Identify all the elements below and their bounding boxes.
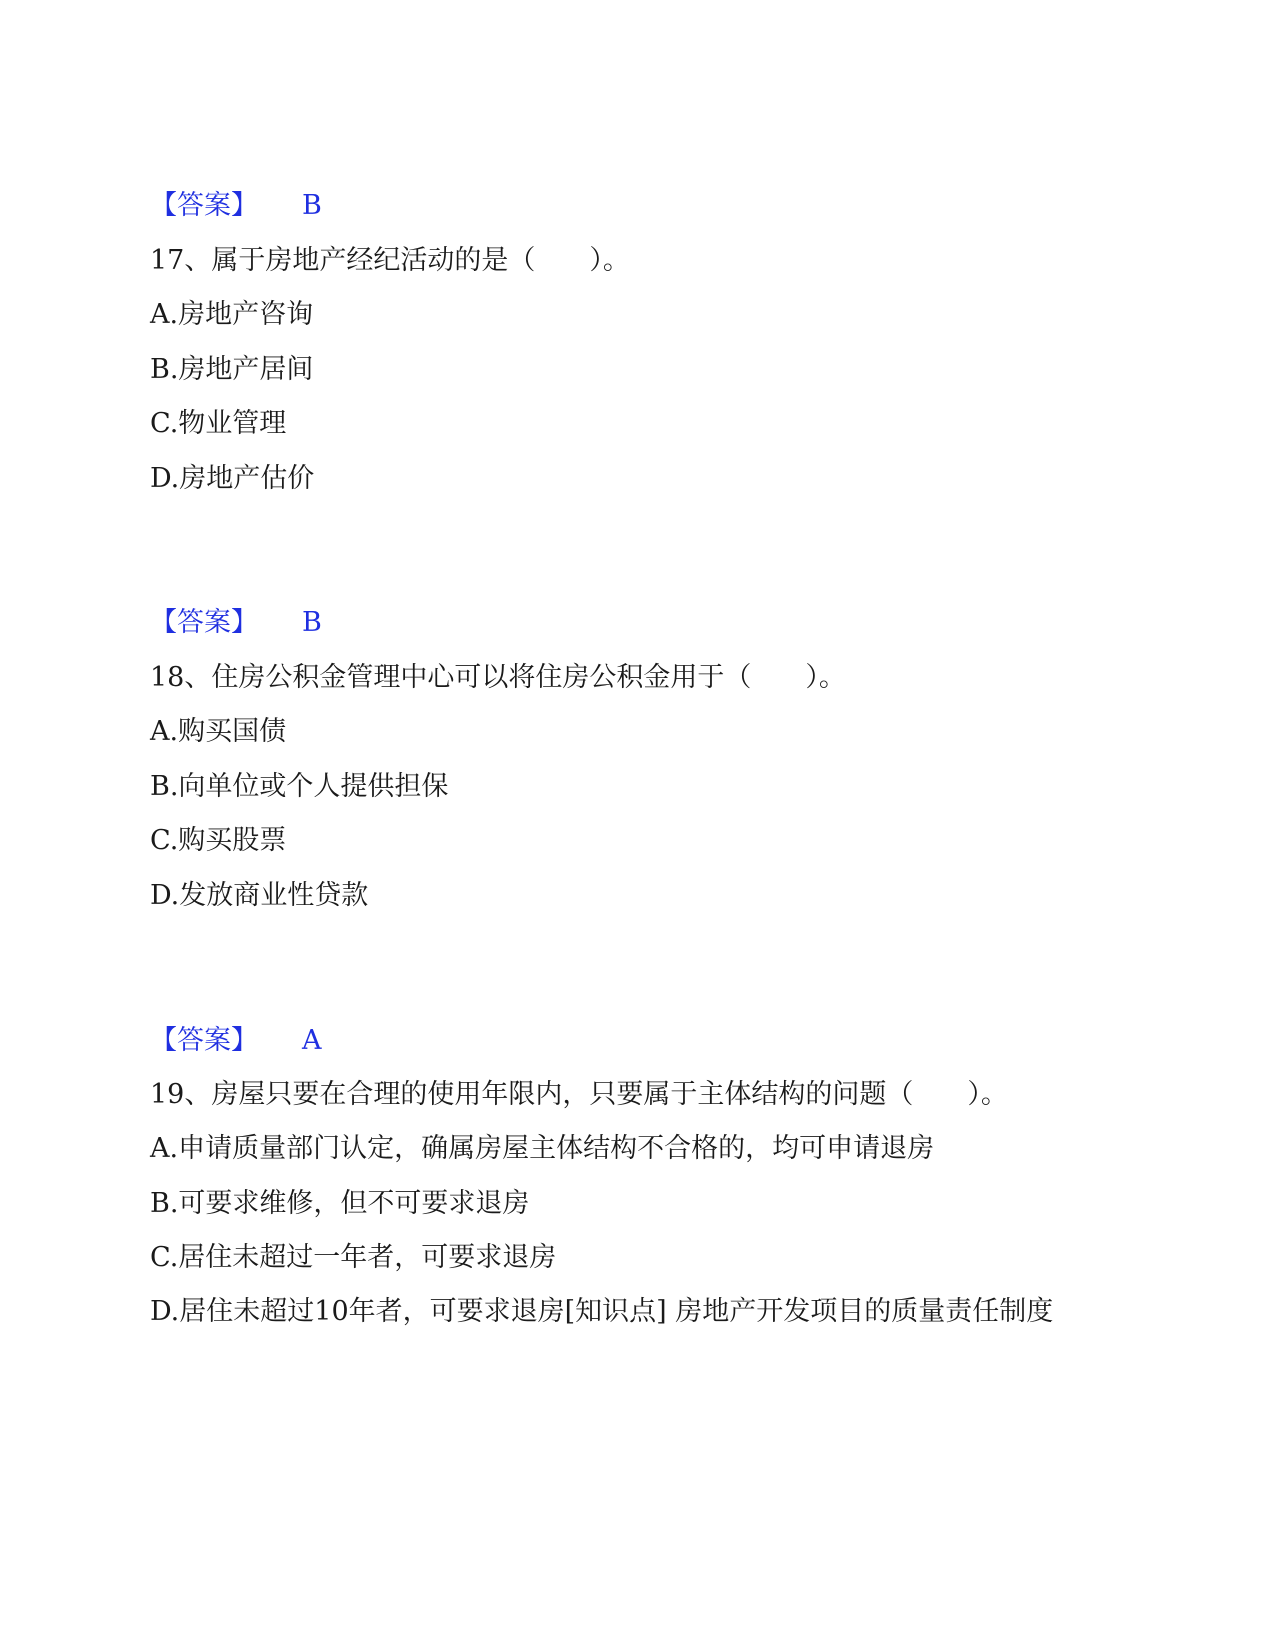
q17-option-a: A.房地产咨询 [150,299,314,330]
answer-label: 【答案】 [150,1025,258,1056]
q17-option-c: C.物业管理 [150,408,287,439]
answer-line-16 [150,188,322,224]
answer-label: 【答案】 [150,607,258,638]
q17-option-d: D.房地产估价 [150,463,315,494]
answer-line-17 [150,605,322,641]
answer-line-18 [150,1023,322,1059]
question-19: 19、房屋只要在合理的使用年限内，只要属于主体结构的问题（ ）。 [150,1079,1008,1110]
q18-option-b: B.向单位或个人提供担保 [150,771,449,802]
q18-option-d: D.发放商业性贷款 [150,880,369,911]
q19-option-b: B.可要求维修，但不可要求退房 [150,1188,530,1219]
question-18: 18、住房公积金管理中心可以将住房公积金用于（ ）。 [150,662,846,693]
q19-option-d: D.居住未超过10年者，可要求退房[知识点] 房地产开发项目的质量责任制度 [150,1296,1054,1327]
q18-option-a: A.购买国债 [150,716,287,747]
answer-value: A [302,1025,322,1056]
q17-option-b: B.房地产居间 [150,354,314,385]
question-17: 17、属于房地产经纪活动的是（ ）。 [150,245,630,276]
q18-option-c: C.购买股票 [150,825,287,856]
answer-label: 【答案】 [150,190,258,221]
q19-option-c: C.居住未超过一年者，可要求退房 [150,1242,557,1273]
answer-value: B [302,607,322,638]
q19-option-a: A.申请质量部门认定，确属房屋主体结构不合格的，均可申请退房 [150,1133,935,1164]
answer-value: B [302,190,322,221]
